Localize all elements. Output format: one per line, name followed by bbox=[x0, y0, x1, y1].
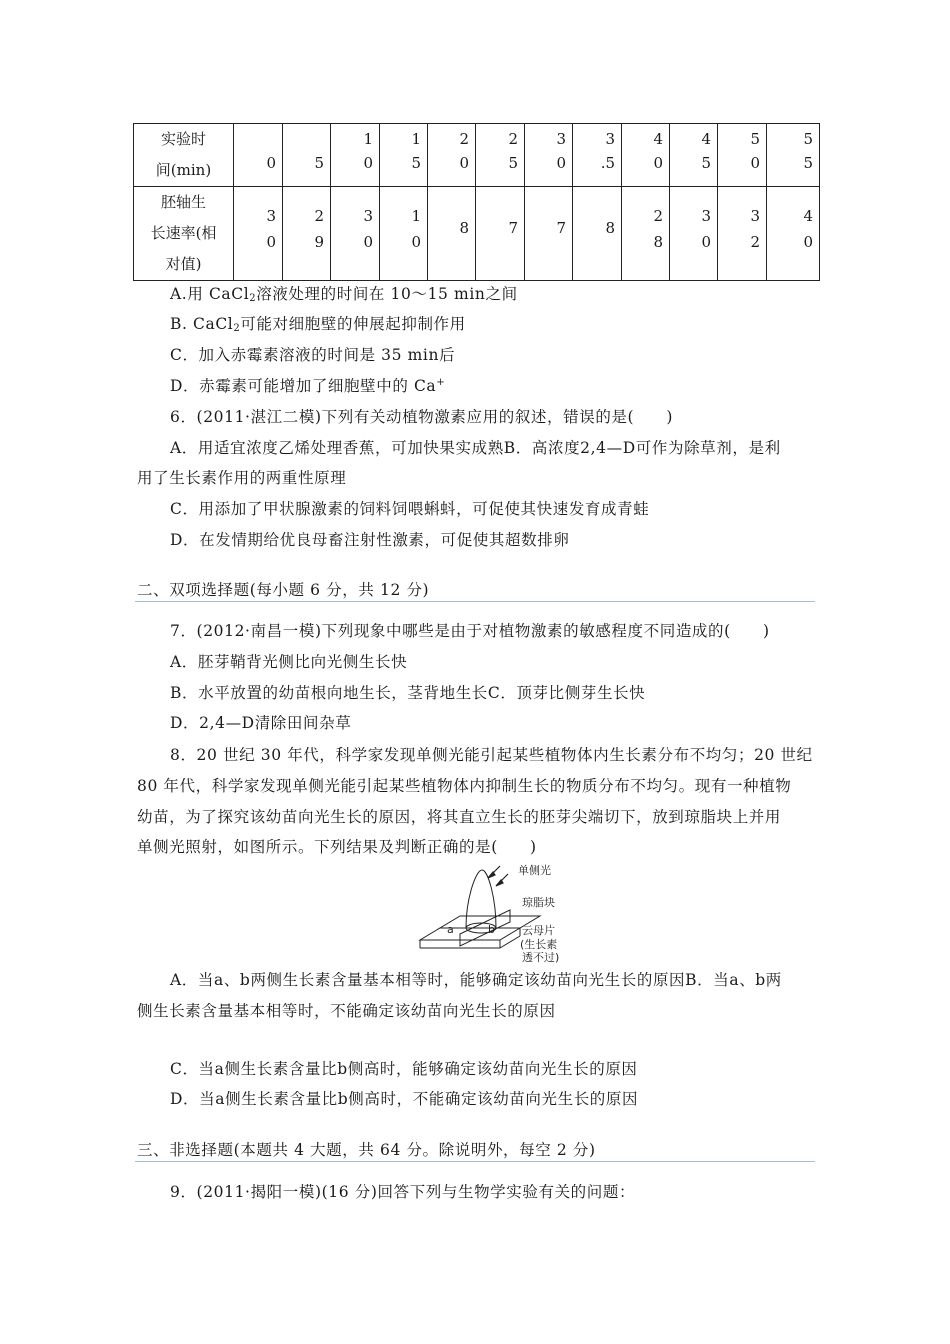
q5-option-d bbox=[170, 374, 445, 396]
time-cell-top: 4 bbox=[653, 130, 663, 148]
q5-option-b-text-2: 可能对细胞壁的伸展起抑制作用 bbox=[240, 315, 466, 333]
q5-option-a-subscript: 2 bbox=[249, 293, 257, 304]
growth-header-line-2: 长速率(相 bbox=[150, 224, 217, 242]
rate-cell-top: 2 bbox=[653, 207, 663, 225]
rate-cell-bottom: 0 bbox=[363, 233, 373, 251]
q6-option-ab-line-1: A．用适宜浓度乙烯处理香蕉，可加快果实成熟B．高浓度2,4—D可作为除草剂，是利 bbox=[170, 439, 781, 457]
time-cell bbox=[622, 124, 670, 187]
time-cell-top: 5 bbox=[803, 130, 813, 148]
rate-cell bbox=[525, 187, 573, 281]
rate-cell bbox=[283, 187, 331, 281]
rate-cell-bottom: 0 bbox=[701, 233, 711, 251]
rate-cell-bottom: 8 bbox=[605, 219, 615, 237]
growth-rate-row bbox=[134, 187, 820, 281]
time-cell-bottom: 0 bbox=[266, 154, 276, 172]
q7-option-bc: B．水平放置的幼苗根向地生长，茎背地生长C．顶芽比侧芽生长快 bbox=[170, 684, 646, 702]
time-cell bbox=[767, 124, 820, 187]
q7-option-a: A．胚芽鞘背光侧比向光侧生长快 bbox=[170, 653, 408, 671]
q7-stem: 7．(2012·南昌一模)下列现象中哪些是由于对植物激素的敏感程度不同造成的( ) bbox=[170, 622, 770, 640]
rate-cell bbox=[767, 187, 820, 281]
q8-stem-line-3: 幼苗，为了探究该幼苗向光生长的原因，将其直立生长的胚芽尖端切下，放到琼脂块上并用 bbox=[137, 808, 782, 826]
time-cell-top: 4 bbox=[701, 130, 711, 148]
q6-stem: 6．(2011·湛江二模)下列有关动植物激素应用的叙述，错误的是( ) bbox=[170, 408, 674, 426]
time-header-line-1: 实验时 bbox=[160, 130, 206, 148]
time-cell-bottom: 5 bbox=[701, 154, 711, 172]
label-light: 单侧光 bbox=[518, 864, 551, 877]
growth-header-line-3: 对值) bbox=[165, 255, 202, 273]
q6-option-c: C．用添加了甲状腺激素的饲料饲喂蝌蚪，可促使其快速发育成青蛙 bbox=[170, 500, 650, 518]
time-cell-bottom: 5 bbox=[411, 154, 421, 172]
q6-option-d: D．在发情期给优良母畜注射性激素，可促使其超数排卵 bbox=[170, 531, 570, 549]
q8-stem-line-4: 单侧光照射，如图所示。下列结果及判断正确的是( ) bbox=[137, 838, 537, 856]
q5-option-a-text: A.用 CaCl bbox=[170, 285, 250, 303]
q8-option-d: D．当a侧生长素含量比b侧高时，不能确定该幼苗向光生长的原因 bbox=[170, 1090, 639, 1108]
q5-option-b-subscript: 2 bbox=[233, 323, 241, 334]
time-cell-top: 1 bbox=[363, 130, 373, 148]
q6-option-ab-line-2: 用了生长素作用的两重性原理 bbox=[137, 469, 347, 487]
time-cell-top: 2 bbox=[459, 130, 469, 148]
time-cell bbox=[428, 124, 476, 187]
time-header-line-2: 间(min) bbox=[155, 161, 212, 179]
q9-stem: 9．(2011·揭阳一模)(16 分)回答下列与生物学实验有关的问题： bbox=[170, 1183, 636, 1201]
section-3-divider bbox=[135, 1161, 815, 1162]
time-row bbox=[134, 124, 820, 187]
rate-cell-bottom: 8 bbox=[459, 219, 469, 237]
experiment-data-table bbox=[133, 123, 820, 281]
time-cell bbox=[476, 124, 525, 187]
section-3-heading: 三、非选择题(本题共 4 大题，共 64 分。除说明外，每空 2 分) bbox=[137, 1141, 596, 1159]
time-cell-bottom: .5 bbox=[600, 154, 615, 172]
label-mica-1: 云母片 bbox=[522, 924, 555, 937]
growth-header-line-1: 胚轴生 bbox=[160, 193, 206, 211]
rate-cell-bottom: 0 bbox=[411, 233, 421, 251]
time-cell-top: 3 bbox=[605, 130, 615, 148]
label-agar: 琼脂块 bbox=[522, 896, 555, 909]
rate-cell-bottom: 7 bbox=[556, 219, 566, 237]
time-cell-bottom: 5 bbox=[803, 154, 813, 172]
time-cell-bottom: 0 bbox=[556, 154, 566, 172]
time-cell bbox=[670, 124, 718, 187]
rate-cell bbox=[476, 187, 525, 281]
time-header-cell bbox=[134, 124, 234, 187]
rate-cell-bottom: 2 bbox=[750, 233, 760, 251]
rate-cell-top: 3 bbox=[701, 207, 711, 225]
light-arrow-icon bbox=[488, 866, 508, 886]
rate-cell-bottom: 9 bbox=[314, 233, 324, 251]
rate-cell-top: 3 bbox=[363, 207, 373, 225]
rate-cell bbox=[622, 187, 670, 281]
q5-option-a bbox=[170, 282, 518, 304]
q5-option-b-text: B. CaCl bbox=[170, 315, 234, 333]
time-cell-bottom: 0 bbox=[750, 154, 760, 172]
q8-stem-line-1: 8．20 世纪 30 年代，科学家发现单侧光能引起某些植物体内生长素分布不均匀；20 世纪 bbox=[170, 746, 813, 764]
q8-option-ab-line-1: A．当a、b两侧生长素含量基本相等时，能够确定该幼苗向光生长的原因B．当a、b两 bbox=[170, 971, 782, 989]
rate-cell bbox=[428, 187, 476, 281]
time-cell-bottom: 0 bbox=[653, 154, 663, 172]
rate-cell-top: 3 bbox=[266, 207, 276, 225]
time-cell bbox=[234, 124, 283, 187]
q7-option-d: D．2,4—D清除田间杂草 bbox=[170, 714, 352, 732]
time-cell-top: 3 bbox=[556, 130, 566, 148]
time-cell bbox=[283, 124, 331, 187]
rate-cell-bottom: 8 bbox=[653, 233, 663, 251]
time-cell-top: 1 bbox=[411, 130, 421, 148]
rate-cell-top: 1 bbox=[411, 207, 421, 225]
time-cell-top: 2 bbox=[508, 130, 518, 148]
label-b: b bbox=[488, 923, 495, 936]
q5-option-b bbox=[170, 312, 466, 334]
section-2-divider bbox=[135, 601, 815, 602]
rate-cell-bottom: 0 bbox=[266, 233, 276, 251]
q5-option-c: C．加入赤霉素溶液的时间是 35 min后 bbox=[170, 346, 456, 364]
time-cell bbox=[573, 124, 622, 187]
time-cell bbox=[331, 124, 380, 187]
time-cell-bottom: 0 bbox=[363, 154, 373, 172]
phototropism-diagram bbox=[410, 858, 570, 964]
q5-option-d-superscript: + bbox=[436, 377, 446, 388]
rate-cell bbox=[234, 187, 283, 281]
label-a: a bbox=[447, 923, 454, 936]
q5-option-a-text-2: 溶液处理的时间在 10～15 min之间 bbox=[256, 285, 518, 303]
growth-header-cell bbox=[134, 187, 234, 281]
time-cell-bottom: 0 bbox=[459, 154, 469, 172]
time-cell bbox=[718, 124, 767, 187]
label-mica-3: 透不过) bbox=[522, 951, 560, 964]
rate-cell bbox=[573, 187, 622, 281]
rate-cell-bottom: 0 bbox=[803, 233, 813, 251]
label-mica-2: (生长素 bbox=[520, 938, 558, 951]
time-cell bbox=[380, 124, 428, 187]
rate-cell bbox=[331, 187, 380, 281]
section-2-heading: 二、双项选择题(每小题 6 分，共 12 分) bbox=[137, 581, 430, 599]
time-cell-bottom: 5 bbox=[508, 154, 518, 172]
rate-cell-top: 4 bbox=[803, 207, 813, 225]
time-cell bbox=[525, 124, 573, 187]
q8-option-ab-line-2: 侧生长素含量基本相等时，不能确定该幼苗向光生长的原因 bbox=[137, 1002, 556, 1020]
rate-cell bbox=[718, 187, 767, 281]
time-cell-top: 5 bbox=[750, 130, 760, 148]
rate-cell bbox=[380, 187, 428, 281]
time-cell-bottom: 5 bbox=[314, 154, 324, 172]
q8-stem-line-2: 80 年代，科学家发现单侧光能引起某些植物体内抑制生长的物质分布不均匀。现有一种植物 bbox=[137, 777, 792, 795]
rate-cell-top: 3 bbox=[750, 207, 760, 225]
q8-option-c: C．当a侧生长素含量比b侧高时，能够确定该幼苗向光生长的原因 bbox=[170, 1060, 638, 1078]
rate-cell-bottom: 7 bbox=[508, 219, 518, 237]
q5-option-d-text: D．赤霉素可能增加了细胞壁中的 Ca bbox=[170, 377, 437, 395]
rate-cell bbox=[670, 187, 718, 281]
rate-cell-top: 2 bbox=[314, 207, 324, 225]
